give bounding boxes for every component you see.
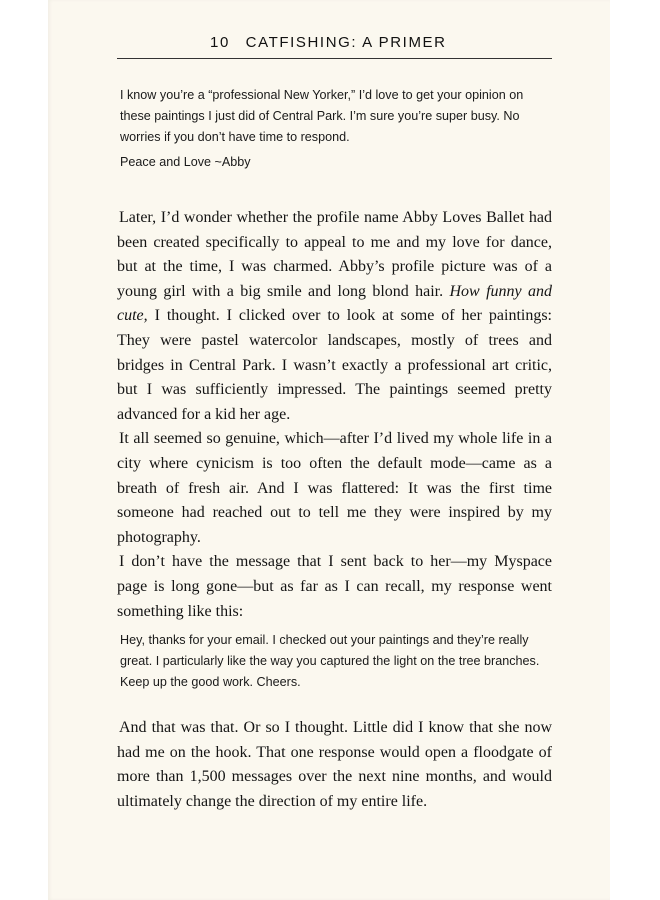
abby-email-body: I know you’re a “professional New Yorker,” I’d love to get your opinion on these paintings I just did of Central Park. I’m sure you’re super busy. No worries if you don’t have time to respond. (120, 88, 524, 144)
reply-email-body: Hey, thanks for your email. I checked out your paintings and they’re really great. I particularly like the way you captured the light on the tree branches. Keep up the good work. Cheers. (120, 633, 540, 689)
book-title: CATFISHING: A PRIMER (245, 34, 447, 51)
abby-email-quote (120, 85, 550, 173)
header-rule (117, 58, 552, 59)
paragraph-4: And that was that. Or so I thought. Little did I know that she now had me on the hook. That one response would open a floodgate of more than 1,500 messages over the next nine months, and would ultimately change the direction of my entire life. (117, 719, 552, 810)
running-header (210, 34, 470, 51)
paragraph-1-text-b: I thought. I clicked over to look at some of her paintings: They were pastel watercolor landscapes, mostly of trees and bridges in Central Park. I wasn’t exactly a professional art critic, but I was sufficiently impressed. The paintings seemed pretty advanced for a kid her age. (117, 307, 552, 423)
paragraph-3: I don’t have the message that I sent back to her—my Myspace page is long gone—but as far as I can recall, my response went something like this: (117, 553, 552, 620)
abby-email-signoff: Peace and Love ~Abby (120, 155, 251, 169)
paragraph-2: It all seemed so genuine, which—after I’d lived my whole life in a city where cynicism is too often the default mode—came as a breath of fresh air. And I was flattered: It was the first time someone had reached out to tell me they were inspired by my photography. (117, 430, 552, 546)
paragraph-1-text-a: Later, I’d wonder whether the profile name Abby Loves Ballet had been created specifically to appeal to me and my love for dance, but at the time, I was charmed. Abby’s profile picture was of a young girl with a big smile and long blond hair. (117, 209, 552, 300)
narrative-block-2 (117, 716, 552, 814)
reply-email-quote (120, 630, 550, 693)
narrative-block-1 (117, 206, 552, 624)
paragraph-1-italic: How funny and cute, (117, 282, 552, 325)
paragraph-1 (117, 206, 552, 427)
page-number: 10 (210, 34, 230, 51)
